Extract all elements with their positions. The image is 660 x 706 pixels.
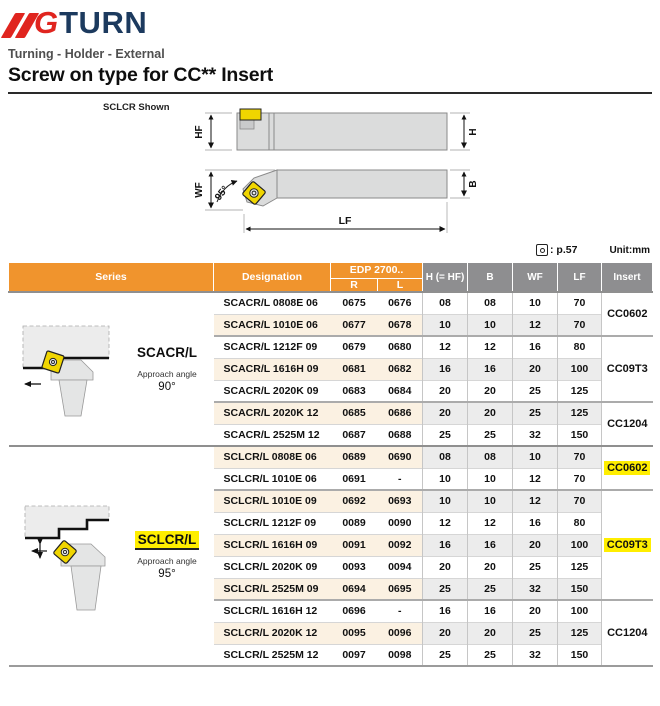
cell-l: 0678 [378, 314, 423, 336]
cell-b: 20 [468, 556, 513, 578]
cell-b: 16 [468, 534, 513, 556]
cell-h: 08 [423, 446, 468, 468]
cell-r: 0093 [331, 556, 378, 578]
cell-r: 0679 [331, 336, 378, 358]
insert-cell: CC0602 [602, 446, 653, 490]
col-header-edp: EDP 2700.. [331, 263, 423, 279]
cell-l: 0693 [378, 490, 423, 512]
insert-screw-icon [250, 189, 258, 197]
cell-h: 20 [423, 622, 468, 644]
cell-wf: 10 [513, 292, 558, 314]
cell-l: 0092 [378, 534, 423, 556]
cell-lf: 80 [558, 512, 602, 534]
diagram-caption: SCLCR Shown [103, 102, 170, 113]
cell-wf: 25 [513, 380, 558, 402]
cell-r: 0091 [331, 534, 378, 556]
cell-r: 0692 [331, 490, 378, 512]
cell-r: 0685 [331, 402, 378, 424]
insert-cell: CC09T3 [602, 336, 653, 402]
cell-designation: SCLCR/L 1212F 09 [214, 512, 331, 534]
holder-diagram-svg [0, 96, 660, 242]
holder-table-body [9, 292, 653, 666]
cell-l: - [378, 600, 423, 622]
cell-lf: 150 [558, 578, 602, 600]
cell-h: 16 [423, 600, 468, 622]
cell-h: 12 [423, 512, 468, 534]
cell-h: 20 [423, 380, 468, 402]
cell-r: 0089 [331, 512, 378, 534]
cell-r: 0689 [331, 446, 378, 468]
cell-wf: 12 [513, 490, 558, 512]
insert-page-icon [536, 244, 548, 256]
insert-cell: CC1204 [602, 402, 653, 446]
cell-b: 10 [468, 490, 513, 512]
cell-b: 10 [468, 314, 513, 336]
cell-h: 25 [423, 578, 468, 600]
cell-wf: 20 [513, 534, 558, 556]
col-header-wf: WF [513, 263, 558, 293]
col-header-edp-l: L [378, 279, 423, 293]
cell-b: 08 [468, 292, 513, 314]
cell-lf: 70 [558, 314, 602, 336]
col-header-designation: Designation [214, 263, 331, 293]
cell-b: 16 [468, 358, 513, 380]
cell-designation: SCACR/L 1010E 06 [214, 314, 331, 336]
cell-l: 0098 [378, 644, 423, 666]
col-header-b: B [468, 263, 513, 293]
breadcrumb: Turning - Holder - External [8, 47, 165, 61]
insert-cell: CC1204 [602, 600, 653, 666]
cell-wf: 12 [513, 468, 558, 490]
cell-lf: 150 [558, 644, 602, 666]
cell-designation: SCLCR/L 2020K 09 [214, 556, 331, 578]
series-name: SCACR/L [137, 345, 197, 360]
cell-designation: SCLCR/L 2020K 12 [214, 622, 331, 644]
cell-l: 0690 [378, 446, 423, 468]
table-row [9, 446, 653, 468]
cell-l: 0684 [378, 380, 423, 402]
cell-h: 12 [423, 336, 468, 358]
cell-wf: 20 [513, 358, 558, 380]
cell-r: 0095 [331, 622, 378, 644]
cell-lf: 125 [558, 556, 602, 578]
cell-wf: 10 [513, 446, 558, 468]
insert-top-view [240, 109, 261, 120]
holder-side-view [277, 170, 447, 198]
approach-angle-value: 90° [158, 381, 176, 393]
cell-h: 20 [423, 402, 468, 424]
insert-cell: CC09T3 [602, 490, 653, 600]
cell-lf: 70 [558, 446, 602, 468]
cell-l: 0688 [378, 424, 423, 446]
cell-designation: SCACR/L 1616H 09 [214, 358, 331, 380]
cell-wf: 25 [513, 402, 558, 424]
col-header-lf: LF [558, 263, 602, 293]
cell-l: 0695 [378, 578, 423, 600]
logo-letter-g: G [34, 5, 59, 40]
cell-l: 0096 [378, 622, 423, 644]
approach-angle-label: Approach angle [137, 556, 197, 566]
cell-designation: SCLCR/L 2525M 12 [214, 644, 331, 666]
cell-r: 0097 [331, 644, 378, 666]
approach-angle-value: 95° [158, 568, 176, 580]
cell-wf: 16 [513, 336, 558, 358]
logo-word-turn: TURN [59, 5, 148, 40]
scacr-application-icon [13, 320, 121, 418]
cell-b: 12 [468, 512, 513, 534]
cell-wf: 32 [513, 424, 558, 446]
cell-b: 16 [468, 600, 513, 622]
cell-designation: SCACR/L 2020K 09 [214, 380, 331, 402]
cell-h: 10 [423, 314, 468, 336]
cell-b: 10 [468, 468, 513, 490]
cell-wf: 25 [513, 622, 558, 644]
cell-b: 25 [468, 424, 513, 446]
angle-label: 95° [213, 184, 232, 203]
cell-lf: 70 [558, 490, 602, 512]
cell-b: 12 [468, 336, 513, 358]
clamp-step [240, 120, 254, 129]
sclcr-application-icon [13, 500, 121, 612]
cell-h: 10 [423, 490, 468, 512]
cell-h: 16 [423, 358, 468, 380]
page-title: Screw on type for CC** Insert [8, 64, 274, 86]
dim-label-b: B [468, 180, 479, 188]
holder-dimension-diagram [0, 96, 660, 242]
col-header-series: Series [9, 263, 214, 293]
cell-h: 25 [423, 644, 468, 666]
cell-lf: 80 [558, 336, 602, 358]
col-header-insert: Insert [602, 263, 653, 293]
cell-r: 0694 [331, 578, 378, 600]
cell-lf: 125 [558, 402, 602, 424]
cell-l: 0094 [378, 556, 423, 578]
cell-h: 16 [423, 534, 468, 556]
cell-l: 0686 [378, 402, 423, 424]
page-reference: : p.57 [550, 244, 578, 256]
cell-b: 20 [468, 622, 513, 644]
cell-designation: SCLCR/L 1010E 06 [214, 468, 331, 490]
cell-l: 0090 [378, 512, 423, 534]
cell-lf: 70 [558, 468, 602, 490]
cell-r: 0696 [331, 600, 378, 622]
title-divider [8, 92, 652, 94]
cell-l: 0680 [378, 336, 423, 358]
cell-wf: 25 [513, 556, 558, 578]
holder-spec-table [8, 262, 653, 667]
cell-r: 0681 [331, 358, 378, 380]
cell-designation: SCACR/L 1212F 09 [214, 336, 331, 358]
brand-logo [8, 6, 660, 38]
cell-designation: SCLCR/L 2525M 09 [214, 578, 331, 600]
cell-h: 08 [423, 292, 468, 314]
cell-l: - [378, 468, 423, 490]
insert-cell: CC0602 [602, 292, 653, 336]
unit-note-row [0, 242, 650, 258]
cell-l: 0676 [378, 292, 423, 314]
cell-lf: 150 [558, 424, 602, 446]
cell-l: 0682 [378, 358, 423, 380]
cell-lf: 100 [558, 600, 602, 622]
cell-designation: SCACR/L 0808E 06 [214, 292, 331, 314]
cell-r: 0677 [331, 314, 378, 336]
col-header-h: H (= HF) [423, 263, 468, 293]
cell-b: 20 [468, 380, 513, 402]
cell-lf: 125 [558, 622, 602, 644]
cell-designation: SCACR/L 2020K 12 [214, 402, 331, 424]
cell-r: 0687 [331, 424, 378, 446]
table-row [9, 292, 653, 314]
cell-wf: 32 [513, 578, 558, 600]
series-cell-scacr [9, 292, 214, 446]
cell-lf: 100 [558, 534, 602, 556]
series-name: SCLCR/L [121, 532, 214, 547]
cell-designation: SCACR/L 2525M 12 [214, 424, 331, 446]
cell-b: 25 [468, 578, 513, 600]
cell-designation: SCLCR/L 1010E 09 [214, 490, 331, 512]
cell-b: 08 [468, 446, 513, 468]
dim-label-lf: LF [338, 215, 352, 227]
dim-label-h: H [468, 128, 479, 136]
cell-wf: 12 [513, 314, 558, 336]
dim-label-hf: HF [194, 125, 205, 139]
series-cell-sclcr [9, 446, 214, 666]
cell-b: 25 [468, 644, 513, 666]
cell-designation: SCLCR/L 1616H 09 [214, 534, 331, 556]
cell-wf: 20 [513, 600, 558, 622]
cell-h: 25 [423, 424, 468, 446]
cell-r: 0683 [331, 380, 378, 402]
cell-lf: 70 [558, 292, 602, 314]
cell-wf: 16 [513, 512, 558, 534]
cell-r: 0675 [331, 292, 378, 314]
cell-designation: SCLCR/L 0808E 06 [214, 446, 331, 468]
cell-lf: 100 [558, 358, 602, 380]
cell-designation: SCLCR/L 1616H 12 [214, 600, 331, 622]
unit-label: Unit:mm [609, 244, 650, 256]
cell-r: 0691 [331, 468, 378, 490]
cell-b: 20 [468, 402, 513, 424]
cell-lf: 125 [558, 380, 602, 402]
dim-label-wf: WF [194, 182, 205, 198]
cell-h: 20 [423, 556, 468, 578]
approach-angle-label: Approach angle [137, 369, 197, 379]
cell-h: 10 [423, 468, 468, 490]
cell-wf: 32 [513, 644, 558, 666]
col-header-edp-r: R [331, 279, 378, 293]
